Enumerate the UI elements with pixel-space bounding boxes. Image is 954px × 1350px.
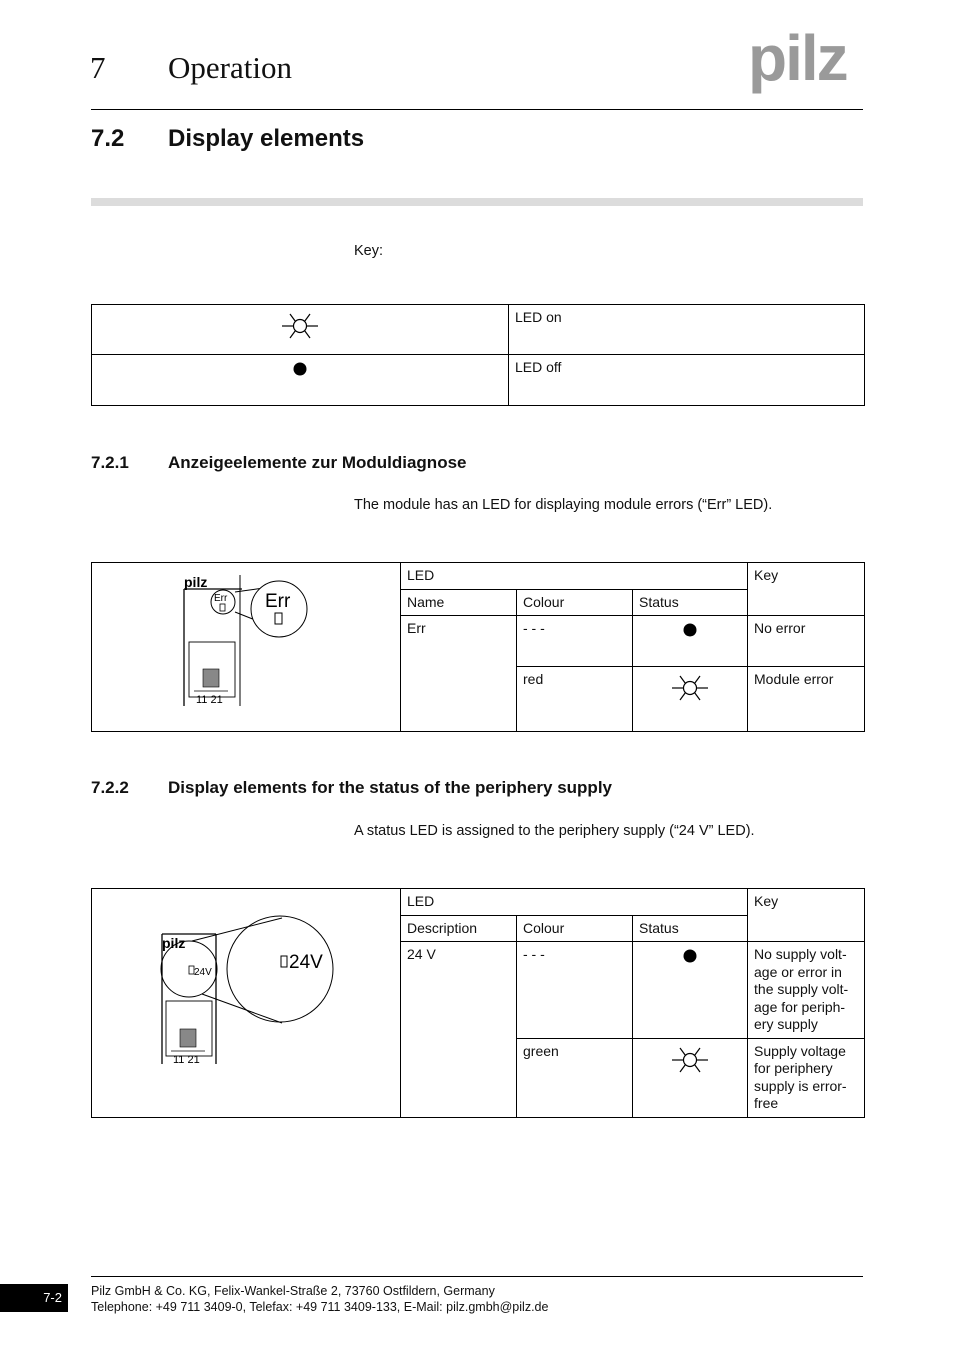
key-cell: No error — [748, 616, 865, 667]
footer-rule — [91, 1276, 863, 1277]
key-icon-cell — [92, 305, 509, 355]
key-cell — [748, 942, 865, 1039]
svg-text:pilz: pilz — [748, 24, 847, 94]
colour-cell: red — [517, 667, 633, 732]
svg-text:Err: Err — [214, 593, 228, 604]
header-key: Key — [748, 889, 865, 942]
key-cell — [748, 1038, 865, 1117]
subsection-title: Display elements for the status of the periphery supply — [168, 778, 612, 797]
chapter-title: Operation — [168, 50, 292, 85]
module-figure-cell — [92, 563, 401, 732]
header-description: Description — [401, 915, 517, 942]
chapter-number: 7 — [90, 50, 106, 85]
status-cell — [633, 942, 748, 1039]
header-colour: Colour — [517, 915, 633, 942]
header-status: Status — [633, 589, 748, 616]
key-line: the supply volt- — [754, 981, 849, 997]
subsection-intro: The module has an LED for displaying module errors (“Err” LED). — [354, 497, 773, 513]
module-err-figure — [92, 563, 399, 729]
led-description: 24 V — [401, 942, 517, 1118]
key-line: age or error in — [754, 963, 842, 980]
key-table — [91, 304, 865, 406]
svg-text:11 21: 11 21 — [196, 694, 223, 706]
header-led: LED — [401, 889, 748, 916]
led-on-icon — [670, 1043, 710, 1077]
led-off-icon — [290, 359, 310, 379]
led-on-icon — [670, 671, 710, 705]
module-24v-figure — [92, 889, 399, 1113]
svg-text:pilz: pilz — [162, 935, 186, 951]
subsection-number: 7.2.1 — [91, 453, 129, 472]
key-line: ery supply — [754, 1016, 818, 1032]
key-label: Key: — [354, 243, 384, 259]
key-text-led-on: LED on — [509, 305, 865, 355]
subsection-title: Anzeigeelemente zur Moduldiagnose — [168, 453, 467, 472]
err-led-table — [91, 562, 865, 732]
key-line: supply is error- — [754, 1077, 847, 1094]
key-line: No supply volt- — [754, 946, 847, 962]
status-cell — [633, 667, 748, 732]
led-off-icon — [680, 946, 700, 966]
header-name: Name — [401, 589, 517, 616]
svg-text:24V: 24V — [289, 952, 323, 973]
colour-cell: green — [517, 1038, 633, 1117]
status-cell — [633, 1038, 748, 1117]
section-title: Display elements — [168, 125, 365, 152]
pilz-logo — [748, 24, 864, 99]
key-line: Supply voltage — [754, 1042, 846, 1059]
svg-text:24V: 24V — [194, 967, 212, 978]
status-cell — [633, 616, 748, 667]
key-line: free — [754, 1095, 779, 1111]
led-on-icon — [280, 309, 320, 343]
header-rule — [91, 109, 863, 110]
key-cell: Module error — [748, 667, 865, 732]
key-line: for periphery — [754, 1060, 833, 1076]
page-number: 7-2 — [0, 1284, 68, 1312]
key-icon-cell — [92, 355, 509, 406]
header-colour: Colour — [517, 589, 633, 616]
header-status: Status — [633, 915, 748, 942]
footer-line: Pilz GmbH & Co. KG, Felix-Wankel-Straße 2, 73760 Ostfildern, Germany — [91, 1284, 495, 1298]
subsection-number: 7.2.2 — [91, 778, 129, 797]
module-figure-cell — [92, 889, 401, 1118]
svg-text:Err: Err — [265, 591, 291, 612]
section-number: 7.2 — [91, 125, 125, 152]
header-led: LED — [401, 563, 748, 590]
key-line: age for periph- — [754, 998, 846, 1015]
svg-text:11 21: 11 21 — [173, 1054, 200, 1066]
colour-cell: - - - — [517, 942, 633, 1039]
key-text-led-off: LED off — [509, 355, 865, 406]
supply-led-table — [91, 888, 865, 1118]
led-name: Err — [401, 616, 517, 732]
colour-cell: - - - — [517, 616, 633, 667]
led-off-icon — [680, 620, 700, 640]
footer-line: Telephone: +49 711 3409-0, Telefax: +49 711 3409-133, E-Mail: pilz.gmbh@pilz.de — [91, 1300, 549, 1314]
subsection-intro: A status LED is assigned to the periphery supply (“24 V” LED). — [354, 823, 755, 839]
header-key: Key — [748, 563, 865, 616]
section-divider — [91, 198, 863, 206]
footer-address — [91, 1283, 548, 1315]
svg-text:pilz: pilz — [184, 574, 208, 590]
